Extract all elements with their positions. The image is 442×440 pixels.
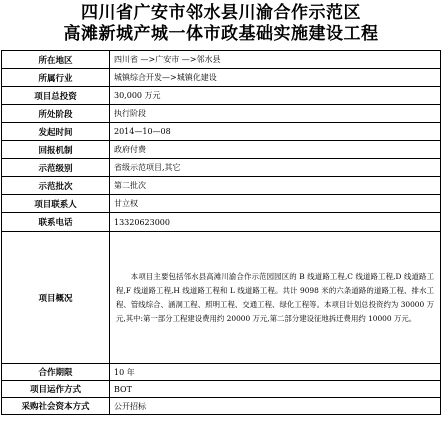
table-row [2, 87, 441, 105]
row-label: 项目总投资 [2, 87, 110, 105]
table-row [2, 213, 441, 232]
row-label: 所属行业 [2, 69, 110, 87]
table-row [2, 195, 441, 213]
table-row [2, 381, 441, 398]
table-row [2, 398, 441, 415]
table-row [2, 177, 441, 195]
table-row [2, 364, 441, 381]
table-row [2, 51, 441, 69]
row-value: 政府付费 [110, 141, 441, 159]
row-label: 合作期限 [2, 364, 110, 381]
row-value: 10 年 [110, 364, 441, 381]
row-value: 省级示范项目,其它 [110, 159, 441, 177]
row-value: 2014—10—08 [110, 123, 441, 141]
row-label: 回报机制 [2, 141, 110, 159]
row-value: BOT [110, 381, 441, 398]
row-label: 项目运作方式 [2, 381, 110, 398]
title-line-2: 高滩新城产城一体市政基础实施建设工程 [63, 24, 379, 44]
row-label: 所在地区 [2, 51, 110, 69]
row-value: 甘立权 [110, 195, 441, 213]
row-value: 13320623000 [110, 213, 441, 232]
row-value: 城镇综合开发—>城镇化建设 [110, 69, 441, 87]
row-label: 发起时间 [2, 123, 110, 141]
document-title [0, 3, 442, 45]
row-label: 项目联系人 [2, 195, 110, 213]
table-row [2, 123, 441, 141]
row-value: 第二批次 [110, 177, 441, 195]
overview-text: 本项目主要包括邻水县高滩川渝合作示范园园区的 B 线道路工程,C 线道路工程,D 线道路工程,F 线道路工程,H 线道路工程和 L 线道路工程。共计 9098 米的六条道路的道路工程、排水工程、管线综合、涵洞工程、照明工程、交通工程、绿化工程等。本项目计划总投资约为 30000 万元,其中:第一部分工程建设费用约 20000 万元,第二部分建设征地拆迁费用约 10000 万元。 [110, 232, 441, 364]
row-label: 示范级别 [2, 159, 110, 177]
row-value: 30,000 万元 [110, 87, 441, 105]
row-label: 所处阶段 [2, 105, 110, 123]
row-value: 四川省 —>广安市 —>邻水县 [110, 51, 441, 69]
row-value: 公开招标 [110, 398, 441, 415]
table-row [2, 69, 441, 87]
table-row [2, 105, 441, 123]
table-row [2, 159, 441, 177]
row-value: 执行阶段 [110, 105, 441, 123]
row-label: 示范批次 [2, 177, 110, 195]
overview-row [2, 232, 441, 364]
table-row [2, 141, 441, 159]
row-label: 采购社会资本方式 [2, 398, 110, 415]
overview-label: 项目概况 [2, 232, 110, 364]
row-label: 联系电话 [2, 213, 110, 232]
project-info-table [1, 50, 441, 415]
title-line-1: 四川省广安市邻水县川渝合作示范区 [81, 3, 361, 23]
